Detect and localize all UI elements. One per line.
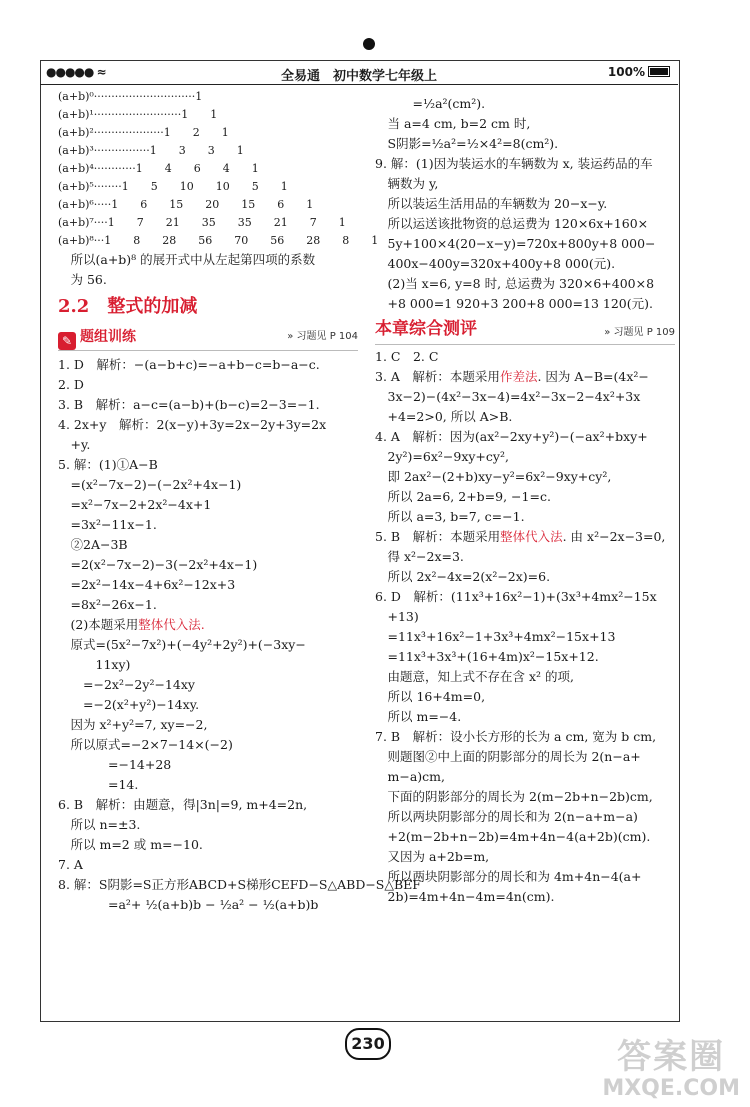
answer-line: +y. (58, 437, 91, 452)
answer-line: ②2A−3B (58, 537, 128, 552)
answer-line: 辆数为 y, (375, 176, 439, 191)
answer-line: 3. B 解析：a−c=(a−b)+(b−c)=2−3=−1. (58, 397, 320, 412)
answer-line: 又因为 a+2b=m, (375, 849, 490, 864)
answer-line: 所以两块阴影部分的周长和为 4m+4n−4(a+ (375, 869, 642, 884)
answer-line (375, 527, 675, 547)
method-highlight: 作差法 (499, 369, 538, 384)
battery-icon (648, 66, 670, 77)
answer-line: =8x²−26x−1. (58, 597, 157, 612)
answer-text: . 由 x²−2x−3=0, (562, 529, 666, 544)
text-line: 所以(a+b)⁸ 的展开式中从左起第四项的系数 (58, 252, 316, 267)
answer-line: 下面的阴影部分的周长为 2(m−2b+n−2b)cm, (375, 789, 653, 804)
section-title: 2.2 整式的加减 (58, 296, 198, 317)
answer-line: =a²+ ½(a+b)b − ½a² − ½(a+b)b (58, 897, 319, 912)
answer-line: 2y²)=6x²−9xy+cy², (375, 449, 509, 464)
answer-text: 3. A 解析：本题采用 (375, 369, 500, 384)
battery-indicator (608, 65, 670, 79)
answer-line: +13) (375, 609, 419, 624)
answer-line: =14. (58, 777, 139, 792)
answer-line: 则题图②中上面的阴影部分的周长为 2(n−a+ (375, 749, 641, 764)
answer-line: 2b)=4m+4n−4m=4n(cm). (375, 889, 555, 904)
triangle-row: (a+b)⁴············1 4 6 4 1 (58, 162, 259, 175)
answer-line: 7. B 解析：设小长方形的长为 a cm, 宽为 b cm, (375, 729, 657, 744)
answer-line: 5y+100×4(20−x−y)=720x+800y+8 000− (375, 236, 656, 251)
answer-text: . 因为 A−B=(4x²− (537, 369, 649, 384)
answer-line: 所以 2a=6, 2+b=9, −1=c. (375, 489, 551, 504)
answer-line: 6. B 解析：由题意，得|3n|=9, m+4=2n, (58, 797, 308, 812)
triangle-row: (a+b)⁵········1 5 10 10 5 1 (58, 180, 288, 193)
answer-line: 所以运送该批物资的总运费为 120×6x+160× (375, 216, 649, 231)
right-column (375, 94, 675, 907)
answer-line: 1. D 解析：−(a−b+c)=−a+b−c=b−a−c. (58, 357, 320, 372)
answer-line: 由题意，知上式不存在含 x² 的项, (375, 669, 574, 684)
answer-line: 1. C 2. C (375, 349, 439, 364)
pascal-triangle (58, 88, 379, 250)
answer-line: 所以装运生活用品的车辆数为 20−x−y. (375, 196, 608, 211)
answer-line: 11xy) (58, 657, 131, 672)
answer-line: m−a)cm, (375, 769, 445, 784)
subsection-label: 题组训练 (80, 329, 136, 345)
answer-line: S阴影=½a²=½×4²=8(cm²). (375, 136, 559, 151)
answer-line: 4. 2x+y 解析：2(x−y)+3y=2x−2y+3y=2x (58, 417, 327, 432)
answer-line: =½a²(cm²). (375, 96, 486, 111)
chapter-test-title: 本章综合测评 (375, 319, 477, 339)
watermark-text: 答案圈 (617, 1037, 726, 1078)
answer-line: 5. 解：(1)①A−B (58, 457, 158, 472)
answer-line: +2(m−2b+n−2b)=4m+4n−4(a+2b)(cm). (375, 829, 651, 844)
answer-line: +4=2>0, 所以 A>B. (375, 409, 513, 424)
answer-line: =2x²−14x−4+6x²−12x+3 (58, 577, 236, 592)
answer-line: 9. 解：(1)因为装运水的车辆数为 x, 装运药品的车 (375, 156, 653, 171)
triangle-row: (a+b)¹·························1 1 (58, 108, 218, 121)
answer-line: 400x−400y=320x+400y+8 000(元). (375, 256, 616, 271)
watermark (602, 1039, 740, 1101)
answer-line: 所以 2x²−4x=2(x²−2x)=6. (375, 569, 551, 584)
triangle-row: (a+b)³················1 3 3 1 (58, 144, 244, 157)
chapter-test-header (375, 314, 675, 345)
answer-line: =−2x²−2y²−14xy (58, 677, 195, 692)
answer-line (58, 615, 358, 635)
subsection-header (58, 324, 358, 351)
answer-line: 所以 m=−4. (375, 709, 462, 724)
answer-line: 3x−2)−(4x²−3x−4)=4x²−3x−2−4x²+3x (375, 389, 641, 404)
answer-line: +8 000=1 920+3 200+8 000=13 120(元). (375, 296, 653, 311)
book-title: 全易通 初中数学七年级上 (280, 69, 437, 84)
triangle-row: (a+b)²····················1 2 1 (58, 126, 229, 139)
answer-line: 当 a=4 cm, b=2 cm 时, (375, 116, 531, 131)
answer-line: =3x²−11x−1. (58, 517, 157, 532)
answer-line: 所以 16+4m=0, (375, 689, 486, 704)
answer-line: 得 x²−2x=3. (375, 549, 464, 564)
answer-line: =2(x²−7x−2)−3(−2x²+4x−1) (58, 557, 258, 572)
triangle-row: (a+b)⁶·····1 6 15 20 15 6 1 (58, 198, 314, 211)
exercise-reference: » 习题见 P 109 (604, 327, 675, 338)
answer-line: =x²−7x−2+2x²−4x+1 (58, 497, 212, 512)
triangle-row: (a+b)⁸···1 8 28 56 70 56 28 8 1 (58, 234, 379, 247)
answer-line: 7. A (58, 857, 83, 872)
answer-line: 所以 n=±3. (58, 817, 141, 832)
exercise-reference: » 习题见 P 104 (287, 331, 358, 342)
answer-line: =(x²−7x−2)−(−2x²+4x−1) (58, 477, 242, 492)
method-highlight: 整体代入法 (500, 529, 563, 544)
triangle-row: (a+b)⁰·····························1 (58, 90, 203, 103)
watermark-url: MXQE.COM (602, 1075, 740, 1101)
answer-line: (2)当 x=6, y=8 时, 总运费为 320×6+400×8 (375, 276, 655, 291)
answer-line: 2. D (58, 377, 84, 392)
page-number: 230 (345, 1028, 391, 1060)
answer-line: 所以两块阴影部分的周长和为 2(n−a+m−a) (375, 809, 638, 824)
battery-text: 100% (607, 65, 645, 79)
answer-line (375, 367, 675, 387)
answer-line: 所以 m=2 或 m=−10. (58, 837, 203, 852)
answer-line: 即 2ax²−(2+b)xy−y²=6x²−9xy+cy², (375, 469, 612, 484)
answer-line: 因为 x²+y²=7, xy=−2, (58, 717, 208, 732)
answer-text: (2)本题采用 (58, 617, 139, 632)
answer-line: =11x³+16x²−1+3x³+4mx²−15x+13 (375, 629, 616, 644)
signal-indicator: ●●●●● ≈ (46, 65, 106, 79)
answer-line: 8. 解：S阴影=S正方形ABCD+S梯形CEFD−S△ABD−S△BEF (58, 877, 421, 892)
answer-line: =−14+28 (58, 757, 172, 772)
status-bar (40, 62, 678, 85)
text-line: 为 56. (58, 272, 107, 287)
pencil-icon: ✎ (58, 332, 76, 350)
answer-line: 6. D 解析：(11x³+16x²−1)+(3x³+4mx²−15x (375, 589, 657, 604)
answer-line: 所以 a=3, b=7, c=−1. (375, 509, 525, 524)
answer-line: 原式=(5x²−7x²)+(−4y²+2y²)+(−3xy− (58, 637, 306, 652)
answer-line: 所以原式=−2×7−14×(−2) (58, 737, 233, 752)
method-highlight: 整体代入法. (138, 617, 205, 632)
answer-line: =11x³+3x³+(16+4m)x²−15x+12. (375, 649, 599, 664)
answer-line: =−2(x²+y²)−14xy. (58, 697, 200, 712)
answer-line: 4. A 解析：因为(ax²−2xy+y²)−(−ax²+bxy+ (375, 429, 648, 444)
camera-dot (363, 38, 375, 50)
triangle-row: (a+b)⁷····1 7 21 35 35 21 7 1 (58, 216, 346, 229)
answer-text: 5. B 解析：本题采用 (375, 529, 501, 544)
